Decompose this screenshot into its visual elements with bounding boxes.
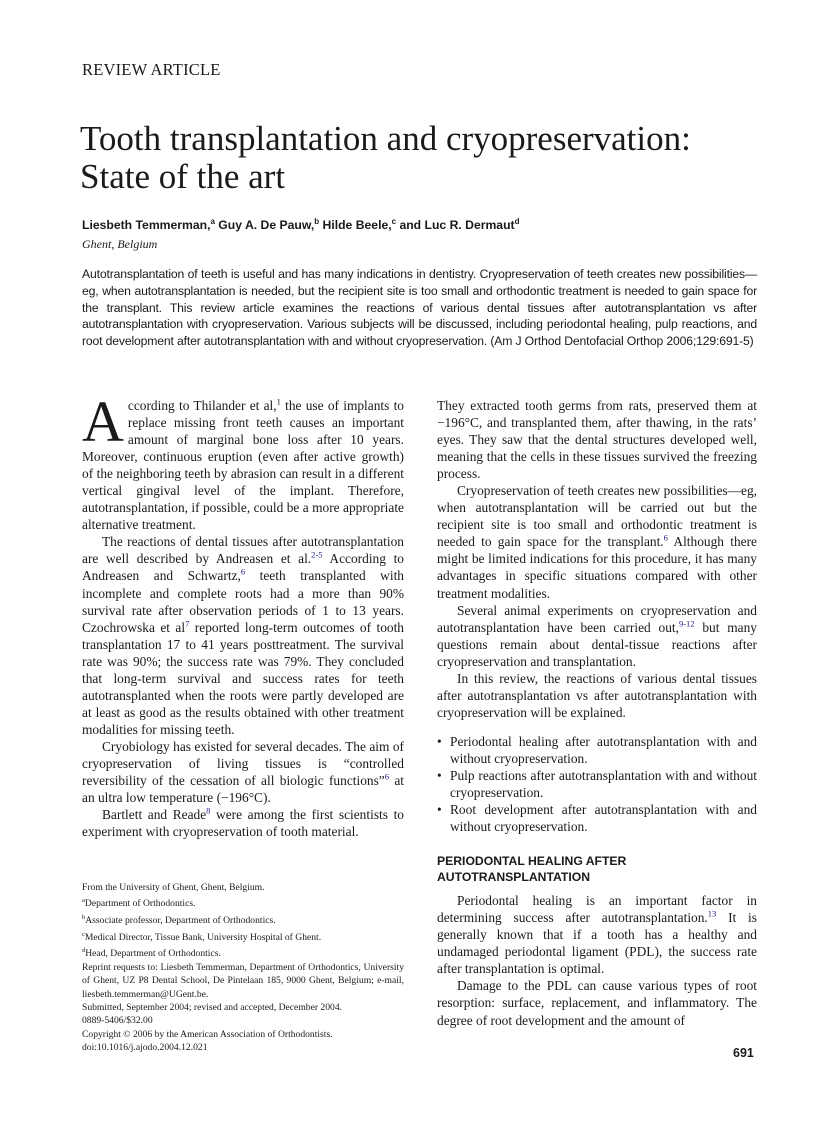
paragraph <box>82 389 405 533</box>
text: at an ultra low temperature (−196°C). <box>82 773 404 806</box>
text: Cryopreservation of teeth creates new possibilities—eg, when autotransplantation will be carried out but the recipient site is too small and orthodontic treatment is needed to gain space for the transplant. <box>437 483 757 550</box>
paragraph: They extracted tooth germs from rats, preserved them at −196°C, and transplanted them, after thawing, in the rats’ eyes. They saw that the dental structures developed well, meaning that the cells in these tissues survived the freezing process. <box>437 398 757 482</box>
paragraph <box>437 482 757 601</box>
text: teeth transplanted with incomplete and complete roots had a more than 90% survival rate after observation periods of 1 to 13 years. Czochrowska et al <box>82 568 404 635</box>
heading-line: AUTOTRANSPLANTATION <box>437 870 591 885</box>
affiliation-mark: d <box>514 217 520 226</box>
footnote-affiliation: $^a$Department of Orthodontics. <box>82 897 196 910</box>
citation-ref[interactable]: 6 <box>240 567 246 577</box>
text: Although there might be limited indications for this procedure, it has many advantages in specific situations compared with other treatment modalities. <box>437 534 757 601</box>
text: It is generally known that if a tooth has a healthy and undamaged periodontal ligament (PDL), the success rate after transplantation is optimal. <box>437 910 757 977</box>
footnote-submitted: Submitted, September 2004; revised and accepted, December 2004. <box>82 1002 343 1013</box>
paragraph <box>82 533 404 738</box>
footnotes <box>82 881 404 1055</box>
footnote-copyright: Copyright © 2006 by the American Association of Orthodontists. <box>82 1028 333 1040</box>
citation-ref[interactable]: 13 <box>707 908 717 919</box>
text: Bartlett and Reade <box>102 807 207 823</box>
text: ccording to Thilander et al, <box>127 398 277 413</box>
heading-line: PERIODONTAL HEALING AFTER <box>437 854 627 869</box>
bullet-item: • Root development after autotransplantation with and without cryopreservation. <box>437 801 757 835</box>
bullet-list <box>437 733 757 835</box>
citation-ref[interactable]: 7 <box>185 618 190 629</box>
paragraph <box>437 892 757 977</box>
citation-ref[interactable]: 9-12 <box>678 618 695 629</box>
author-location: Ghent, Belgium <box>82 237 158 251</box>
text: The reactions of dental tissues after autotransplantation are well described by Andreasen et al. <box>82 534 404 567</box>
affiliation-mark: a <box>210 217 215 226</box>
article-title <box>80 120 760 196</box>
page-number: 691 <box>733 1046 754 1060</box>
paragraph <box>437 602 757 670</box>
text: reported long-term outcomes of tooth transplantation 17 to 41 years posttreatment. The survival rate was 90%; the success rate was 79%. They concluded that long-term survival and success rates for teeth autotransplanted when the roots were partly developed are at least as good as the results obtained with other treatment modalities for missing teeth. <box>82 619 404 737</box>
affiliation-mark: b <box>314 217 320 226</box>
citation-ref[interactable]: 6 <box>384 771 389 782</box>
paragraph: In this review, the reactions of various dental tissues after autotransplantation vs after autotransplantation with cryopreservation will be explained. <box>437 670 757 720</box>
footnote-price: 0889-5406/$32.00 <box>82 1015 153 1027</box>
text: but many questions remain about dental-tissue reactions after cryopreservation and transplantation. <box>437 619 757 669</box>
author-name: Guy A. De Pauw, <box>214 218 315 233</box>
section-heading <box>437 853 757 885</box>
body-column-right <box>437 397 757 1029</box>
author-name: and Luc R. Dermaut <box>396 218 515 233</box>
affiliation-mark: c <box>391 217 397 226</box>
drop-cap: A <box>82 389 124 454</box>
title-line-2: State of the art <box>80 157 286 196</box>
text: Cryobiology has existed for several decades. The aim of cryopreservation of living tissues is “controlled reversibility of the cessation of all biologic functions” <box>82 738 404 789</box>
bullet-item: • Pulp reactions after autotransplantation with and without cryopreservation. <box>437 767 757 801</box>
author-list <box>82 217 519 232</box>
text: were among the first scientists to experiment with cryopreservation of tooth material. <box>82 807 404 840</box>
citation-ref[interactable]: 2-5 <box>311 549 323 560</box>
citation-ref[interactable]: 6 <box>663 532 668 543</box>
footnote-affiliation: $^c$Medical Director, Tissue Bank, University Hospital of Ghent. <box>82 930 322 943</box>
footnote-doi[interactable]: doi:10.1016/j.ajodo.2004.12.021 <box>82 1042 208 1054</box>
author-name: Liesbeth Temmerman, <box>82 218 211 233</box>
citation-ref[interactable]: 8 <box>206 805 211 816</box>
text: the use of implants to replace missing front teeth causes an important amount of marginal bone loss after 10 years. Moreover, continuous eruption (even after active growth) of the neighboring teeth by abrasion can result in a different vertical gingival level of the implant. Therefore, autotransplantation, if possible, could be a more appropriate alternative treatment. <box>82 398 405 533</box>
bullet-item: • Periodontal healing after autotransplantation with and without cryopreservation. <box>437 733 757 767</box>
footnote-affiliation: $^d$Head, Department of Orthodontics. <box>82 947 221 960</box>
footnote-from: From the University of Ghent, Ghent, Belgium. <box>82 882 265 893</box>
text: Periodontal healing is an important factor in determining success after autotransplantation. <box>437 893 757 926</box>
text: According to Andreasen and Schwartz, <box>82 551 404 584</box>
author-name: Hilde Beele, <box>319 218 392 233</box>
paragraph <box>82 806 404 840</box>
title-line-1: Tooth transplantation and cryopreservation: <box>80 119 691 158</box>
abstract: Autotransplantation of teeth is useful and has many indications in dentistry. Cryopreservation of teeth creates new possibilities—eg, when autotransplantation is needed, but the recipient site is too small and orthodontic treatment is needed to gain space for the transplant. This review article examines the reactions of various dental tissues after autotransplantation vs after autotransplantation with cryopreservation. Various subjects will be discussed, including periodontal healing, pulp reactions, and root development after autotransplantation with and without cryopreservation. (Am J Orthod Dentofacial Orthop 2006;129:691-5) <box>82 267 757 349</box>
body-column-left <box>82 389 405 840</box>
footnote-reprint: Reprint requests to: Liesbeth Temmerman, Department of Orthodontics, University of Ghent, UZ P8 Dental School, De Pintelaan 185, 9000 Ghent, Belgium; e-mail, liesbeth.temmerman@UGent.be. <box>82 961 404 1000</box>
text: Several animal experiments on cryopreservation and autotransplantation have been carried out, <box>437 602 757 635</box>
section-label: REVIEW ARTICLE <box>82 60 221 79</box>
citation-ref[interactable]: 1 <box>276 396 281 407</box>
footnote-affiliation: $^b$Associate professor, Department of Orthodontics. <box>82 914 276 927</box>
paragraph: Damage to the PDL can cause various types of root resorption: surface, replacement, and inflammatory. The degree of root development and the amount of <box>437 978 757 1028</box>
paragraph <box>82 738 404 806</box>
